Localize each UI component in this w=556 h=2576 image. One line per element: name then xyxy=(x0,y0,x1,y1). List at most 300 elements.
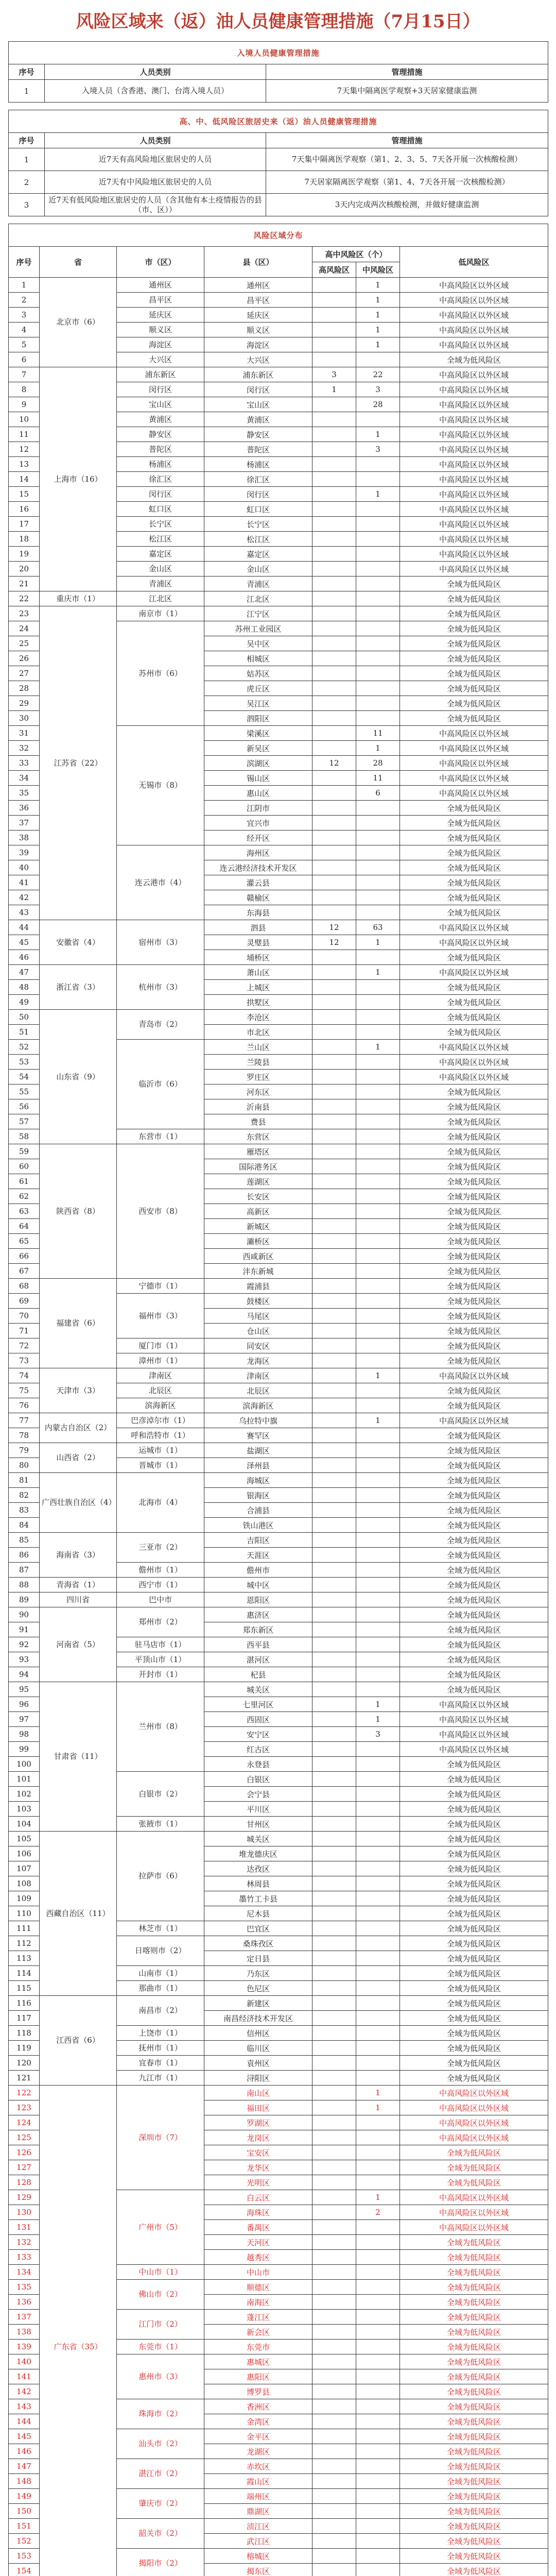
low-risk-desc: 全域为低风险区 xyxy=(400,1951,548,1966)
high-risk-count xyxy=(312,1443,356,1458)
row-number: 93 xyxy=(9,1652,40,1667)
district-cell: 浔阳区 xyxy=(204,2071,312,2086)
district-cell: 大兴区 xyxy=(204,352,312,367)
city-cell: 大兴区 xyxy=(117,352,204,367)
city-cell: 宁德市（1） xyxy=(117,1279,204,1294)
city-cell: 普陀区 xyxy=(117,442,204,457)
row-number: 116 xyxy=(9,1996,40,2011)
district-cell: 罗湖区 xyxy=(204,2115,312,2130)
row-number: 36 xyxy=(9,801,40,816)
province-cell: 广东省（35） xyxy=(40,2086,117,2576)
district-cell: 定日县 xyxy=(204,1951,312,1966)
high-risk-count xyxy=(312,875,356,890)
district-cell: 滨湖区 xyxy=(204,756,312,771)
row-number: 100 xyxy=(9,1757,40,1772)
row-number: 41 xyxy=(9,875,40,890)
table-row xyxy=(9,1832,548,1846)
district-cell: 湛河区 xyxy=(204,1652,312,1667)
low-risk-desc: 中高风险区以外区域 xyxy=(400,2086,548,2100)
inbound-measures-table xyxy=(8,41,548,103)
row-number: 134 xyxy=(9,2265,40,2280)
city-cell: 滨海新区 xyxy=(117,1398,204,1413)
row-number: 12 xyxy=(9,442,40,457)
high-risk-count xyxy=(312,1503,356,1518)
low-risk-desc: 全域为低风险区 xyxy=(400,980,548,995)
high-risk-count xyxy=(312,1099,356,1114)
row-number: 130 xyxy=(9,2205,40,2220)
province-cell: 上海市（16） xyxy=(40,367,117,591)
row-number: 71 xyxy=(9,1324,40,1338)
mid-risk-count xyxy=(356,2265,400,2280)
district-cell: 梁溪区 xyxy=(204,726,312,741)
row-number: 52 xyxy=(9,1040,40,1055)
row-number: 56 xyxy=(9,1099,40,1114)
mid-risk-count xyxy=(356,1652,400,1667)
mid-risk-count xyxy=(356,1951,400,1966)
district-cell: 泗县 xyxy=(204,920,312,935)
district-cell: 顺义区 xyxy=(204,323,312,337)
city-cell: 珠海市（2） xyxy=(117,2399,204,2429)
table-row xyxy=(9,965,548,980)
low-risk-desc: 全域为低风险区 xyxy=(400,2145,548,2160)
district-cell: 安宁区 xyxy=(204,1727,312,1742)
low-risk-desc: 全域为低风险区 xyxy=(400,1832,548,1846)
low-risk-desc: 全域为低风险区 xyxy=(400,1622,548,1637)
district-cell: 光明区 xyxy=(204,2175,312,2190)
row-number: 129 xyxy=(9,2190,40,2205)
low-risk-desc: 全域为低风险区 xyxy=(400,1518,548,1533)
mid-risk-count: 28 xyxy=(356,397,400,412)
mid-risk-count xyxy=(356,1996,400,2011)
low-risk-desc: 全域为低风险区 xyxy=(400,577,548,591)
row-number: 7 xyxy=(9,367,40,382)
low-risk-desc: 全域为低风险区 xyxy=(400,1936,548,1951)
row-number: 50 xyxy=(9,1010,40,1025)
city-cell: 金山区 xyxy=(117,562,204,577)
mid-risk-count xyxy=(356,1787,400,1802)
city-cell: 闵行区 xyxy=(117,487,204,502)
city-cell: 三亚市（2） xyxy=(117,1533,204,1563)
row-number: 48 xyxy=(9,980,40,995)
mid-risk-count xyxy=(356,1548,400,1563)
district-cell: 海城区 xyxy=(204,1473,312,1488)
city-cell: 通州区 xyxy=(117,278,204,293)
district-cell: 林周县 xyxy=(204,1876,312,1891)
city-cell: 汕头市（2） xyxy=(117,2429,204,2459)
high-risk-count xyxy=(312,2041,356,2056)
high-risk-count xyxy=(312,1518,356,1533)
low-risk-desc: 中高风险区以外区域 xyxy=(400,1055,548,1070)
row-number: 142 xyxy=(9,2384,40,2399)
district-cell: 松江区 xyxy=(204,532,312,547)
row-number: 149 xyxy=(9,2489,40,2504)
high-risk-count xyxy=(312,2100,356,2115)
high-risk-count xyxy=(312,1129,356,1144)
low-risk-desc: 全域为低风险区 xyxy=(400,1338,548,1353)
mid-risk-count xyxy=(356,2235,400,2250)
district-cell: 仓山区 xyxy=(204,1324,312,1338)
table-row xyxy=(9,1279,548,1294)
row-number: 144 xyxy=(9,2414,40,2429)
low-risk-desc: 中高风险区以外区域 xyxy=(400,442,548,457)
high-risk-count xyxy=(312,1383,356,1398)
high-risk-count xyxy=(312,2175,356,2190)
mid-risk-count: 63 xyxy=(356,920,400,935)
low-risk-desc: 中高风险区以外区域 xyxy=(400,382,548,397)
mid-risk-count xyxy=(356,1861,400,1876)
row-number: 83 xyxy=(9,1503,40,1518)
row-number: 27 xyxy=(9,666,40,681)
mid-risk-count xyxy=(356,1398,400,1413)
high-risk-count xyxy=(312,2429,356,2444)
low-risk-desc: 中高风险区以外区域 xyxy=(400,472,548,487)
high-risk-count xyxy=(312,1996,356,2011)
city-cell: 中山市（1） xyxy=(117,2265,204,2280)
row-number: 65 xyxy=(9,1234,40,1249)
district-cell: 番禺区 xyxy=(204,2220,312,2235)
low-risk-desc: 全域为低风险区 xyxy=(400,1428,548,1443)
low-risk-desc: 中高风险区以外区域 xyxy=(400,1368,548,1383)
high-risk-count xyxy=(312,2384,356,2399)
high-risk-count xyxy=(312,1563,356,1578)
district-cell: 永登县 xyxy=(204,1757,312,1772)
district-cell: 费县 xyxy=(204,1114,312,1129)
high-risk-count xyxy=(312,2504,356,2519)
district-cell: 赣榆区 xyxy=(204,890,312,905)
city-cell: 平顶山市（1） xyxy=(117,1652,204,1667)
mid-risk-count xyxy=(356,472,400,487)
mid-risk-count xyxy=(356,517,400,532)
row-number: 120 xyxy=(9,2056,40,2071)
low-risk-desc: 全域为低风险区 xyxy=(400,1398,548,1413)
district-cell: 甘州区 xyxy=(204,1817,312,1832)
high-risk-count xyxy=(312,2190,356,2205)
city-cell: 青岛市（2） xyxy=(117,1010,204,1040)
city-cell: 嘉定区 xyxy=(117,547,204,562)
high-risk-count xyxy=(312,2265,356,2280)
row-number: 153 xyxy=(9,2549,40,2564)
low-risk-desc: 全域为低风险区 xyxy=(400,1966,548,1981)
row-number: 13 xyxy=(9,457,40,472)
row-number: 102 xyxy=(9,1787,40,1802)
row-number: 131 xyxy=(9,2220,40,2235)
mid-risk-count xyxy=(356,1428,400,1443)
district-cell: 袁州区 xyxy=(204,2056,312,2071)
mid-risk-count xyxy=(356,1667,400,1682)
district-cell: 顺德区 xyxy=(204,2280,312,2295)
city-cell: 宜春市（1） xyxy=(117,2056,204,2071)
row-number: 79 xyxy=(9,1443,40,1458)
row-number: 151 xyxy=(9,2519,40,2534)
high-risk-count xyxy=(312,1652,356,1667)
low-risk-desc: 全域为低风险区 xyxy=(400,1129,548,1144)
mid-risk-count xyxy=(356,636,400,651)
mid-risk-count xyxy=(356,1443,400,1458)
mid-risk-count xyxy=(356,1338,400,1353)
high-risk-count xyxy=(312,1876,356,1891)
row-number: 88 xyxy=(9,1578,40,1592)
mid-risk-count xyxy=(356,1458,400,1473)
city-cell: 揭阳市（2） xyxy=(117,2549,204,2576)
mid-risk-count xyxy=(356,2429,400,2444)
high-risk-count xyxy=(312,980,356,995)
district-cell: 堆龙德庆区 xyxy=(204,1846,312,1861)
row-number: 44 xyxy=(9,920,40,935)
low-risk-desc: 中高风险区以外区域 xyxy=(400,935,548,950)
high-risk-count: 12 xyxy=(312,935,356,950)
district-cell: 盐湖区 xyxy=(204,1443,312,1458)
row-number: 60 xyxy=(9,1159,40,1174)
district-cell: 金平区 xyxy=(204,2429,312,2444)
high-risk-count xyxy=(312,412,356,427)
mid-risk-count xyxy=(356,1891,400,1906)
table-row xyxy=(9,278,548,293)
low-risk-desc: 中高风险区以外区域 xyxy=(400,726,548,741)
district-cell: 杨浦区 xyxy=(204,457,312,472)
row-number: 107 xyxy=(9,1861,40,1876)
table-row xyxy=(9,1682,548,1697)
high-risk-count xyxy=(312,2026,356,2041)
col-header-mid: 中风险区 xyxy=(356,262,400,278)
row-number: 117 xyxy=(9,2011,40,2026)
province-cell: 江苏省（22） xyxy=(40,606,117,920)
low-risk-desc: 全域为低风险区 xyxy=(400,2265,548,2280)
mid-risk-count xyxy=(356,532,400,547)
row-number: 103 xyxy=(9,1802,40,1817)
high-risk-count xyxy=(312,577,356,591)
low-risk-desc: 全域为低风险区 xyxy=(400,2310,548,2325)
high-risk-count xyxy=(312,1413,356,1428)
row-number: 98 xyxy=(9,1727,40,1742)
district-cell: 灞桥区 xyxy=(204,1234,312,1249)
high-risk-count xyxy=(312,1084,356,1099)
high-risk-count xyxy=(312,1368,356,1383)
district-cell: 中山市 xyxy=(204,2265,312,2280)
high-risk-count xyxy=(312,2130,356,2145)
high-risk-count xyxy=(312,2399,356,2414)
district-cell: 乌拉特中旗 xyxy=(204,1413,312,1428)
mid-risk-count xyxy=(356,2354,400,2369)
high-risk-count xyxy=(312,1324,356,1338)
row-number: 23 xyxy=(9,606,40,621)
low-risk-desc: 全域为低风险区 xyxy=(400,2444,548,2459)
city-cell: 晋城市（1） xyxy=(117,1458,204,1473)
mid-risk-count: 1 xyxy=(356,2100,400,2115)
district-cell: 蓬江区 xyxy=(204,2310,312,2325)
low-risk-desc: 全域为低风险区 xyxy=(400,621,548,636)
high-risk-count xyxy=(312,726,356,741)
low-risk-desc: 全域为低风险区 xyxy=(400,2325,548,2340)
district-cell: 苏州工业园区 xyxy=(204,621,312,636)
row-number: 96 xyxy=(9,1697,40,1712)
city-cell: 闵行区 xyxy=(117,382,204,397)
low-risk-desc: 中高风险区以外区域 xyxy=(400,965,548,980)
mid-risk-count xyxy=(356,1802,400,1817)
low-risk-desc: 中高风险区以外区域 xyxy=(400,532,548,547)
district-cell: 龙海区 xyxy=(204,1353,312,1368)
province-cell: 广西壮族自治区（4） xyxy=(40,1473,117,1533)
high-risk-count xyxy=(312,771,356,786)
district-cell: 郑东新区 xyxy=(204,1622,312,1637)
high-risk-count xyxy=(312,2250,356,2265)
low-risk-desc: 全域为低风险区 xyxy=(400,1025,548,1040)
district-cell: 七里河区 xyxy=(204,1697,312,1712)
high-risk-count xyxy=(312,1951,356,1966)
high-risk-count xyxy=(312,1249,356,1264)
high-risk-count xyxy=(312,1309,356,1324)
mid-risk-count xyxy=(356,2220,400,2235)
mid-risk-count xyxy=(356,1757,400,1772)
row-number: 5 xyxy=(9,337,40,352)
row-number: 84 xyxy=(9,1518,40,1533)
low-risk-desc: 全域为低风险区 xyxy=(400,845,548,860)
row-number: 17 xyxy=(9,517,40,532)
city-cell: 海淀区 xyxy=(117,337,204,352)
mid-risk-count xyxy=(356,1846,400,1861)
district-cell: 龙华区 xyxy=(204,2160,312,2175)
low-risk-desc: 全域为低风险区 xyxy=(400,352,548,367)
row-number: 152 xyxy=(9,2534,40,2549)
mid-risk-count xyxy=(356,1010,400,1025)
row-number: 63 xyxy=(9,1204,40,1219)
row-number: 1 xyxy=(9,278,40,293)
low-risk-desc: 全域为低风险区 xyxy=(400,2474,548,2489)
low-risk-desc: 中高风险区以外区域 xyxy=(400,427,548,442)
low-risk-desc: 全域为低风险区 xyxy=(400,2160,548,2175)
low-risk-desc: 全域为低风险区 xyxy=(400,1309,548,1324)
low-risk-desc: 全域为低风险区 xyxy=(400,2369,548,2384)
mid-risk-count xyxy=(356,412,400,427)
low-risk-desc: 中高风险区以外区域 xyxy=(400,367,548,382)
low-risk-desc: 中高风险区以外区域 xyxy=(400,2100,548,2115)
district-cell: 惠城区 xyxy=(204,2354,312,2369)
district-cell: 香洲区 xyxy=(204,2399,312,2414)
mid-risk-count xyxy=(356,801,400,816)
table-row xyxy=(9,1144,548,1159)
high-risk-count xyxy=(312,397,356,412)
mid-risk-count xyxy=(356,2384,400,2399)
city-cell: 九江市（1） xyxy=(117,2071,204,2086)
mid-risk-count xyxy=(356,2504,400,2519)
mid-risk-count xyxy=(356,2130,400,2145)
high-risk-count xyxy=(312,308,356,323)
high-risk-count xyxy=(312,2115,356,2130)
district-cell: 兰山区 xyxy=(204,1040,312,1055)
low-risk-desc: 全域为低风险区 xyxy=(400,2519,548,2534)
row-number: 119 xyxy=(9,2041,40,2056)
high-risk-count: 1 xyxy=(312,382,356,397)
high-risk-count xyxy=(312,1025,356,1040)
high-risk-count xyxy=(312,2474,356,2489)
low-risk-desc: 全域为低风险区 xyxy=(400,1787,548,1802)
district-cell: 虎丘区 xyxy=(204,681,312,696)
high-risk-count xyxy=(312,2295,356,2310)
district-cell: 连云港经济技术开发区 xyxy=(204,860,312,875)
row-number: 21 xyxy=(9,577,40,591)
low-risk-desc: 全域为低风险区 xyxy=(400,696,548,711)
row-number: 25 xyxy=(9,636,40,651)
low-risk-desc: 全域为低风险区 xyxy=(400,1174,548,1189)
district-cell: 泽州县 xyxy=(204,1458,312,1473)
high-risk-count xyxy=(312,1294,356,1309)
low-risk-desc: 全域为低风险区 xyxy=(400,2534,548,2549)
low-risk-desc: 全域为低风险区 xyxy=(400,1264,548,1279)
col-header-category: 人员类别 xyxy=(45,64,266,80)
low-risk-desc: 中高风险区以外区域 xyxy=(400,1413,548,1428)
city-cell: 江北区 xyxy=(117,591,204,606)
low-risk-desc: 全域为低风险区 xyxy=(400,1324,548,1338)
low-risk-desc: 全域为低风险区 xyxy=(400,2399,548,2414)
low-risk-desc: 全域为低风险区 xyxy=(400,1757,548,1772)
city-cell: 西安市（8） xyxy=(117,1144,204,1279)
low-risk-desc: 中高风险区以外区域 xyxy=(400,741,548,756)
district-cell: 武江区 xyxy=(204,2534,312,2549)
district-cell: 天涯区 xyxy=(204,1548,312,1563)
mid-risk-count xyxy=(356,2564,400,2576)
low-risk-desc: 全域为低风险区 xyxy=(400,1981,548,1996)
mid-risk-count xyxy=(356,1249,400,1264)
city-cell: 福州市（3） xyxy=(117,1294,204,1338)
high-risk-count xyxy=(312,1204,356,1219)
mid-risk-count xyxy=(356,1936,400,1951)
mid-risk-count xyxy=(356,831,400,845)
district-cell: 延庆区 xyxy=(204,308,312,323)
district-cell: 白银区 xyxy=(204,1772,312,1787)
high-risk-count xyxy=(312,1189,356,1204)
high-risk-count xyxy=(312,621,356,636)
col-header-province: 省 xyxy=(40,247,117,278)
row-number: 20 xyxy=(9,562,40,577)
city-cell: 抚州市（1） xyxy=(117,2041,204,2056)
low-risk-desc: 全域为低风险区 xyxy=(400,2071,548,2086)
district-cell: 李沧区 xyxy=(204,1010,312,1025)
row-number: 16 xyxy=(9,502,40,517)
low-risk-desc: 中高风险区以外区域 xyxy=(400,756,548,771)
row-number: 135 xyxy=(9,2280,40,2295)
low-risk-desc: 中高风险区以外区域 xyxy=(400,293,548,308)
row-number: 22 xyxy=(9,591,40,606)
city-cell: 虹口区 xyxy=(117,502,204,517)
mid-risk-count xyxy=(356,1084,400,1099)
city-cell: 延庆区 xyxy=(117,308,204,323)
row-number: 115 xyxy=(9,1981,40,1996)
row-number: 9 xyxy=(9,397,40,412)
row-number: 70 xyxy=(9,1309,40,1324)
city-cell: 张掖市（1） xyxy=(117,1817,204,1832)
low-risk-desc: 全域为低风险区 xyxy=(400,1353,548,1368)
low-risk-desc: 全域为低风险区 xyxy=(400,1144,548,1159)
row-number: 111 xyxy=(9,1921,40,1936)
mid-risk-count: 3 xyxy=(356,442,400,457)
mid-risk-count: 1 xyxy=(356,323,400,337)
mid-risk-count xyxy=(356,1353,400,1368)
high-risk-count xyxy=(312,1787,356,1802)
mid-risk-count xyxy=(356,2145,400,2160)
mid-risk-count xyxy=(356,696,400,711)
district-cell: 海珠区 xyxy=(204,2205,312,2220)
district-cell: 城中区 xyxy=(204,1578,312,1592)
city-cell: 厦门市（1） xyxy=(117,1338,204,1353)
row-number: 81 xyxy=(9,1473,40,1488)
row-number: 143 xyxy=(9,2399,40,2414)
district-cell: 市北区 xyxy=(204,1025,312,1040)
low-risk-desc: 中高风险区以外区域 xyxy=(400,771,548,786)
mid-risk-count xyxy=(356,816,400,831)
district-cell: 龙湖区 xyxy=(204,2444,312,2459)
mid-risk-count: 1 xyxy=(356,1712,400,1727)
district-cell: 海淀区 xyxy=(204,337,312,352)
city-cell: 北海市（4） xyxy=(117,1473,204,1533)
